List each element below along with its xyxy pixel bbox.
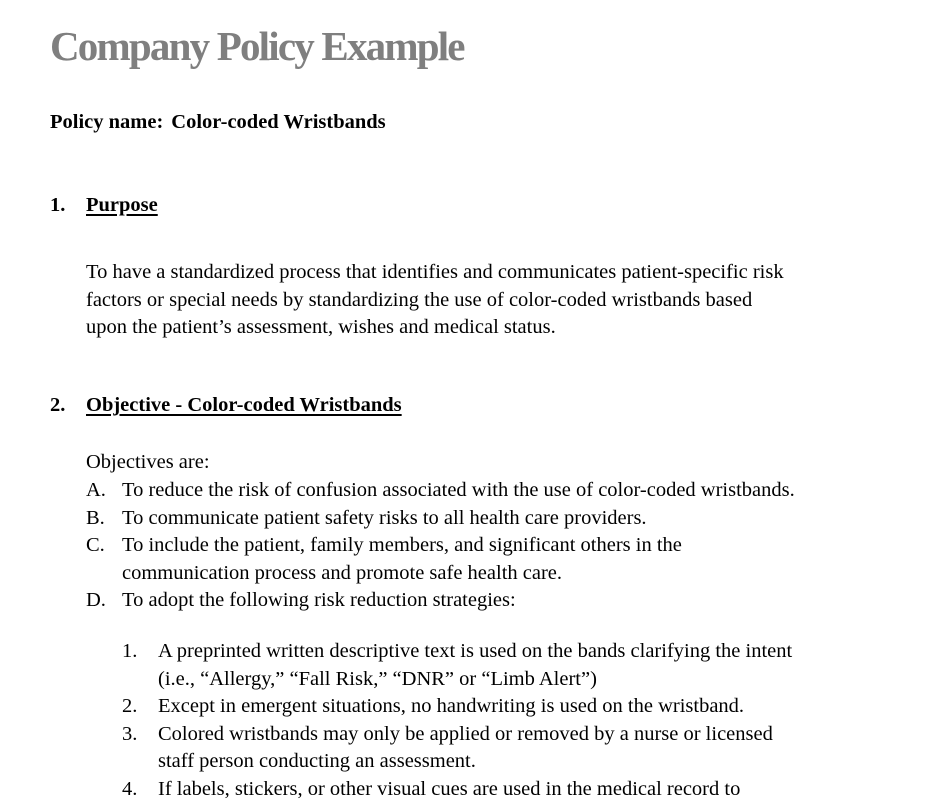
paragraph-line: upon the patient’s assessment, wishes and medical status. — [86, 316, 556, 339]
list-item-text — [122, 505, 795, 533]
list-marker: D. — [86, 589, 106, 612]
policy-name-line — [50, 111, 386, 134]
list-item-line: (i.e., “Allergy,” “Fall Risk,” “DNR” or “Limb Alert”) — [158, 667, 597, 690]
list-marker: 2. — [122, 695, 138, 718]
list-item — [86, 532, 795, 587]
list-item — [86, 477, 795, 505]
policy-name-label: Policy name: — [50, 111, 164, 133]
section-number: 2. — [50, 394, 66, 416]
list-item-line: communication process and promote safe health care. — [122, 561, 563, 584]
objectives-intro: Objectives are: — [86, 451, 210, 473]
list-marker: 3. — [122, 722, 138, 745]
list-item-line: To communicate patient safety risks to all health care providers. — [122, 506, 647, 529]
list-marker: 1. — [122, 640, 138, 662]
strategies-list — [122, 638, 792, 804]
list-item-line: To adopt the following risk reduction strategies: — [122, 589, 516, 612]
list-item-line: To include the patient, family members, and significant others in the — [122, 534, 682, 557]
purpose-paragraph — [86, 259, 936, 342]
list-item-text — [158, 638, 792, 693]
list-item-line: staff person conducting an assessment. — [158, 750, 476, 773]
paragraph-line: To have a standardized process that identifies and communicates patient-specific risk — [86, 261, 784, 283]
list-item — [86, 587, 795, 615]
list-item — [122, 721, 792, 776]
list-item-line: Colored wristbands may only be applied or removed by a nurse or licensed — [158, 722, 773, 745]
list-item-text — [122, 587, 795, 615]
list-item-line: To reduce the risk of confusion associated with the use of color-coded wristbands. — [122, 479, 795, 501]
list-item-text — [122, 477, 795, 505]
list-item-line: A preprinted written descriptive text is used on the bands clarifying the intent — [158, 640, 793, 662]
list-item — [122, 638, 792, 693]
policy-name-value: Color-coded Wristbands — [171, 111, 386, 133]
list-item — [86, 505, 795, 533]
section-heading-purpose — [50, 194, 158, 217]
list-item-text — [122, 532, 795, 587]
list-item-line: Except in emergent situations, no handwriting is used on the wristband. — [158, 695, 745, 718]
list-marker: C. — [86, 534, 105, 557]
list-item — [122, 693, 792, 721]
list-item — [122, 776, 792, 804]
paragraph-line: factors or special needs by standardizing the use of color-coded wristbands based — [86, 288, 753, 311]
list-marker: 4. — [122, 777, 138, 800]
section-title: Purpose — [86, 194, 158, 216]
list-item-line: If labels, stickers, or other visual cues are used in the medical record to — [158, 777, 741, 800]
section-number: 1. — [50, 194, 66, 216]
list-item-text — [158, 693, 792, 721]
document-title: Company Policy Example — [50, 23, 464, 69]
list-item-text — [158, 776, 792, 804]
list-item-text — [158, 721, 792, 776]
list-marker: A. — [86, 479, 106, 501]
objectives-list — [86, 477, 795, 615]
section-heading-objective — [50, 394, 402, 417]
section-title: Objective - Color-coded Wristbands — [86, 394, 402, 416]
list-marker: B. — [86, 506, 105, 529]
